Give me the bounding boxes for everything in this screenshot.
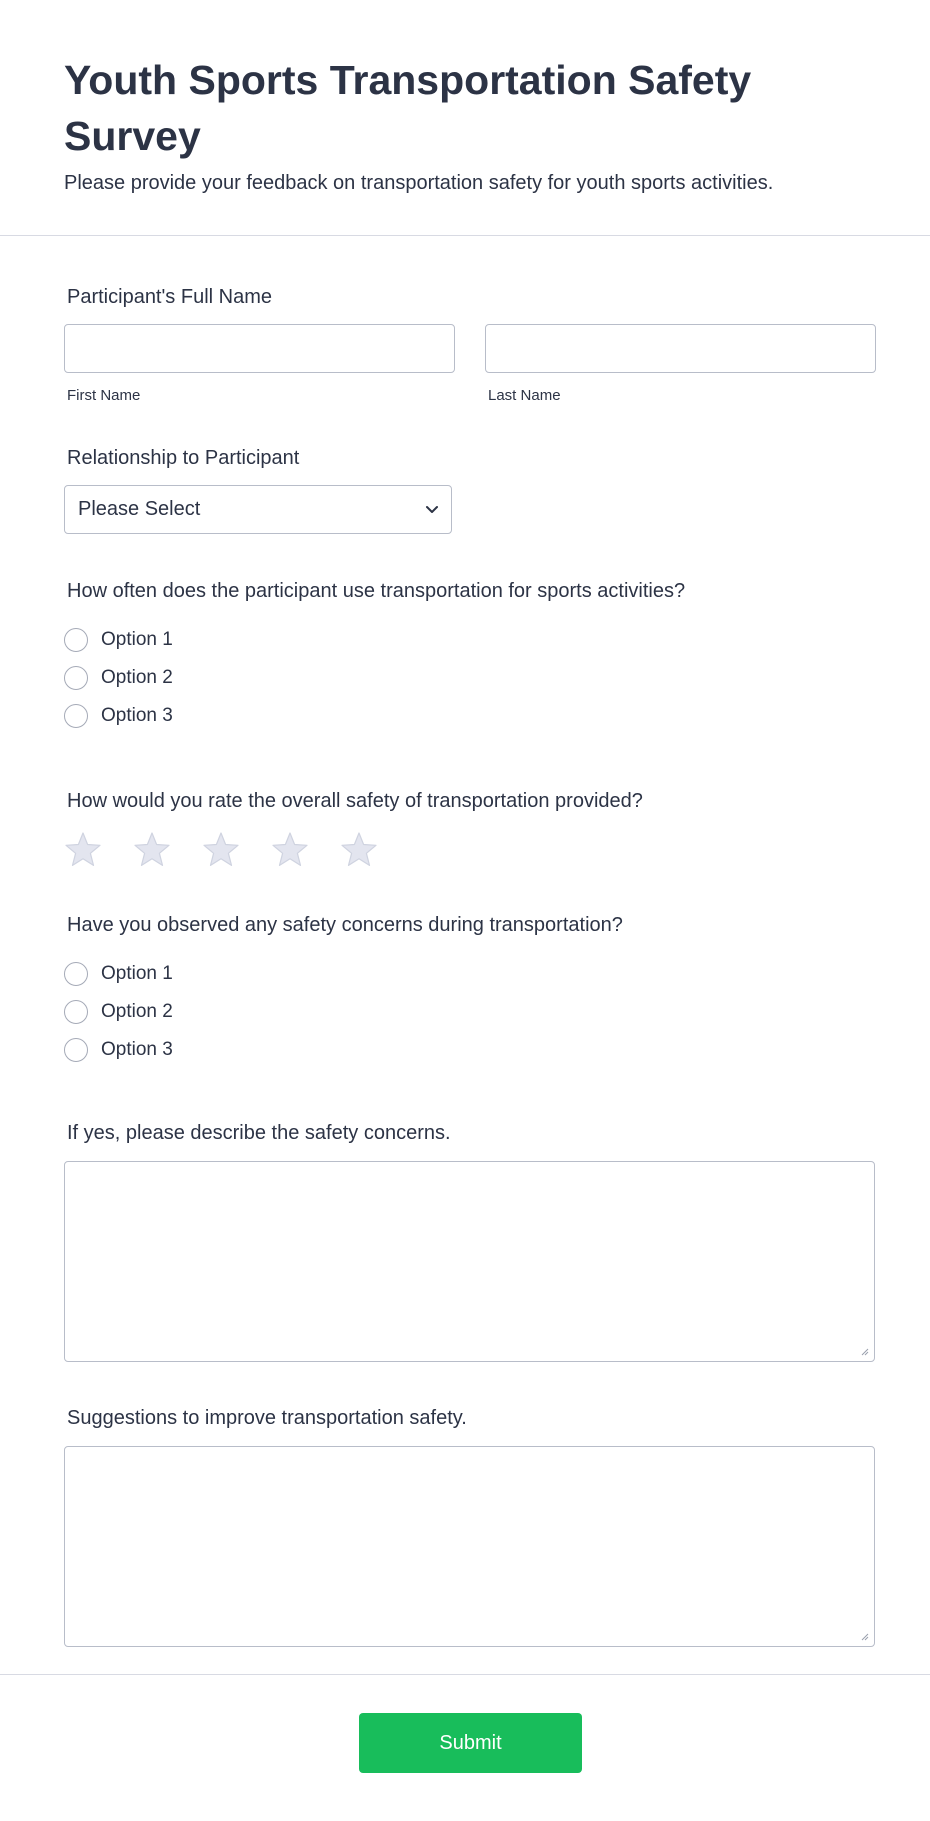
frequency-option-1[interactable] bbox=[64, 621, 866, 659]
concerns-field bbox=[64, 914, 866, 1069]
rating-field bbox=[64, 790, 866, 869]
radio-label: Option 2 bbox=[101, 667, 173, 688]
radio-button[interactable] bbox=[64, 1038, 88, 1062]
concerns-option-1[interactable] bbox=[64, 955, 866, 993]
radio-label: Option 1 bbox=[101, 629, 173, 650]
chevron-down-icon bbox=[425, 498, 439, 521]
radio-button[interactable] bbox=[64, 1000, 88, 1024]
page-title: Youth Sports Transportation Safety Survey bbox=[64, 57, 752, 159]
first-name-sublabel: First Name bbox=[67, 387, 141, 404]
full-name-label: Participant's Full Name bbox=[67, 286, 272, 308]
star-icon[interactable] bbox=[133, 831, 171, 869]
submit-button[interactable]: Submit bbox=[359, 1713, 582, 1773]
star-icon[interactable] bbox=[340, 831, 378, 869]
concerns-options bbox=[64, 955, 866, 1069]
star-icon[interactable] bbox=[271, 831, 309, 869]
radio-label: Option 1 bbox=[101, 963, 173, 984]
survey-form bbox=[0, 286, 930, 1647]
form-header bbox=[0, 0, 930, 236]
frequency-field bbox=[64, 580, 866, 735]
relationship-field bbox=[64, 447, 866, 534]
radio-button[interactable] bbox=[64, 628, 88, 652]
frequency-label: How often does the participant use transportation for sports activities? bbox=[67, 580, 686, 602]
form-footer bbox=[0, 1674, 930, 1821]
radio-label: Option 3 bbox=[101, 1039, 173, 1060]
last-name-input[interactable] bbox=[485, 324, 876, 373]
concerns-option-2[interactable] bbox=[64, 993, 866, 1031]
resize-grip-icon[interactable] bbox=[860, 1632, 869, 1641]
suggestions-label: Suggestions to improve transportation safety. bbox=[67, 1407, 467, 1429]
star-rating bbox=[64, 831, 866, 869]
frequency-option-2[interactable] bbox=[64, 659, 866, 697]
suggestions-textarea[interactable] bbox=[64, 1446, 875, 1647]
frequency-option-3[interactable] bbox=[64, 697, 866, 735]
star-icon[interactable] bbox=[64, 831, 102, 869]
radio-button[interactable] bbox=[64, 962, 88, 986]
radio-button[interactable] bbox=[64, 666, 88, 690]
page-subtitle: Please provide your feedback on transportation safety for youth sports activities. bbox=[64, 172, 774, 194]
concerns-option-3[interactable] bbox=[64, 1031, 866, 1069]
first-name-input[interactable] bbox=[64, 324, 455, 373]
describe-textarea[interactable] bbox=[64, 1161, 875, 1362]
relationship-selected-value: Please Select bbox=[78, 498, 201, 520]
rating-label: How would you rate the overall safety of transportation provided? bbox=[67, 790, 643, 812]
radio-button[interactable] bbox=[64, 704, 88, 728]
describe-label: If yes, please describe the safety concerns. bbox=[67, 1122, 451, 1144]
radio-label: Option 3 bbox=[101, 705, 173, 726]
describe-field bbox=[64, 1122, 866, 1362]
relationship-select[interactable] bbox=[64, 485, 452, 534]
last-name-sublabel: Last Name bbox=[488, 387, 561, 404]
concerns-label: Have you observed any safety concerns during transportation? bbox=[67, 914, 623, 936]
star-icon[interactable] bbox=[202, 831, 240, 869]
radio-label: Option 2 bbox=[101, 1001, 173, 1022]
suggestions-field bbox=[64, 1407, 866, 1647]
full-name-field bbox=[64, 286, 866, 404]
resize-grip-icon[interactable] bbox=[860, 1347, 869, 1356]
frequency-options bbox=[64, 621, 866, 735]
relationship-label: Relationship to Participant bbox=[67, 447, 300, 469]
